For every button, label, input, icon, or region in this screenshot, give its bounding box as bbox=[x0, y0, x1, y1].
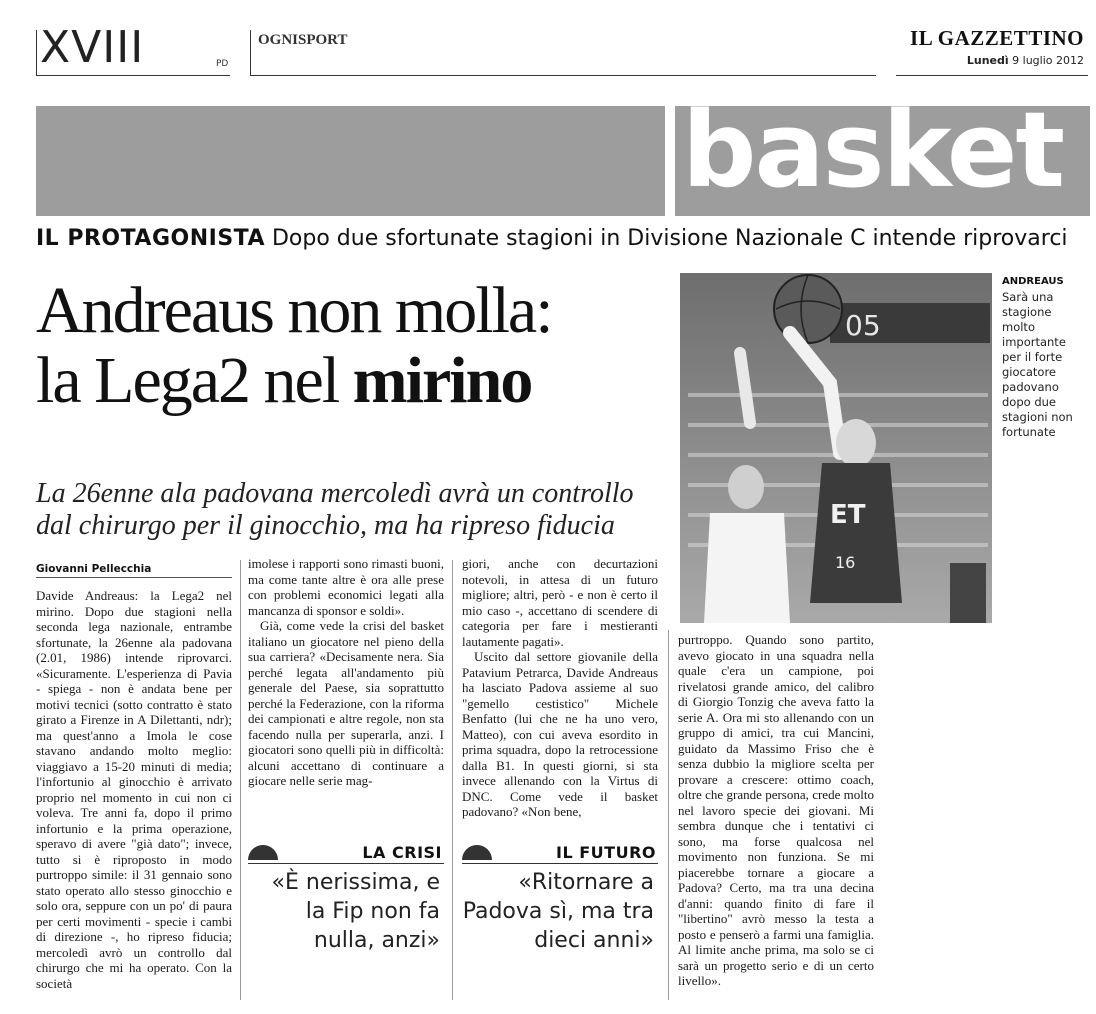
header-underline bbox=[896, 75, 1088, 76]
section-band-word: basket bbox=[682, 89, 1064, 211]
headline-line-2-start: la Lega2 nel bbox=[36, 344, 353, 417]
issue-date-rest: 9 luglio 2012 bbox=[1012, 54, 1084, 67]
article-column-1 bbox=[36, 588, 232, 991]
pull-quote-header bbox=[248, 845, 444, 864]
pull-quote-label: IL FUTURO bbox=[556, 843, 656, 862]
kicker bbox=[36, 226, 1068, 251]
header-underline bbox=[250, 75, 876, 76]
issue-date bbox=[890, 54, 1084, 67]
article-column-2 bbox=[248, 556, 444, 789]
paragraph: purtroppo. Quando sono partito, avevo giocato in una squadra nella quale c'era un campione, poi rivelatosi grande amico, del calibro di Giorgio Tonzig che aveva fatto la serie A. Ora mi sto allenando con un gruppo di amici, tra cui Mancini, guidato da Massimo Friso che è senza dubbio la migliore scelta per provare a crescere: ottimo coach, oltre che grande persona, crede molto nel lavoro specie dei giovani. Mi sembra dunque che i tentativi ci sono, ma forse qualcosa nel movimento non funziona. Se mi piacerebbe tornare a giocare a Padova? Certo, ma tra una decina d'anni: quando finito di fare il "libertino" avrò messo la testa a posto e penserò a farmi una famiglia. Al limite anche prima, ma solo se ci sarà un progetto serio e di un certo livello». bbox=[678, 632, 874, 988]
headline-line-1: Andreaus non molla: bbox=[36, 274, 552, 347]
header-underline bbox=[36, 75, 230, 76]
column-divider bbox=[452, 560, 453, 1000]
section-name: OGNISPORT bbox=[258, 32, 348, 48]
article-photo bbox=[680, 273, 992, 623]
paragraph: Davide Andreaus: la Lega2 nel mirino. Dopo due stagioni nella seconda lega nazionale, entrambe sfortunate, la 26enne ala padovana (2.01, 1986) intende riprovarci. «Sicuramente. L'esperienza di Pavia - spiega - non è andata bene per motivi tecnici (sotto contratto è stato girato a Firenze in A Dilettanti, ndr); ma quest'anno a Imola le cose stavano andando molto meglio: viaggiavo a 15-20 minuti di media; l'infortunio al ginocchio è arrivato proprio nel momento in cui non ci voleva. Tre anni fa, dopo il primo infortunio e la prima operazione, speravo di avere "già dato"; invece, tutto si è riproposto in modo purtroppo simile: il 31 gennaio sono stato operato allo stesso ginocchio e solo ora, seppure con un po' di paura per certi movimenti - specie i cambi di direzione -, ho ripreso fiducia; mercoledì avrò un controllo dal chirurgo che mi ha operato. Con la società bbox=[36, 588, 232, 991]
byline: Giovanni Pellecchia bbox=[36, 563, 232, 578]
header-rule-mid bbox=[250, 30, 251, 76]
paragraph: Uscito dal settore giovanile della Patavium Petrarca, Davide Andreaus ha lasciato Padova assieme al suo "gemello cestistico" Michele Benfatto (lui che ne ha uno vero, Matteo), con cui aveva esordito in prima squadra, dopo la retrocessione dalla B1. In questi giorni, si sta invece allenando con la Virtus di DNC. Come vede il basket padovano? «Non bene, bbox=[462, 649, 658, 819]
pull-quote-text: «Ritornare a Padova sì, ma tra dieci anni» bbox=[462, 870, 654, 953]
issue-day: Lunedì bbox=[966, 54, 1009, 67]
column-divider bbox=[240, 560, 241, 1000]
section-band-gap bbox=[665, 106, 675, 216]
photo-caption-text: Sarà una stagione molto importante per il forte giocatore padovano dopo due stagioni non fortunate bbox=[1002, 290, 1073, 439]
header-rule-left bbox=[36, 30, 37, 76]
photo-caption-title: ANDREAUS bbox=[1002, 276, 1064, 287]
pull-quote-crisis bbox=[248, 845, 444, 955]
newspaper-name: IL GAZZETTINO bbox=[910, 26, 1084, 50]
pull-quote-header bbox=[462, 845, 658, 864]
semicircle-icon bbox=[462, 845, 492, 860]
paragraph: giori, anche con decurtazioni notevoli, in attesa di un futuro migliore; altri, però - e non è certo il mio caso -, accettano di scendere di categoria per fare i mestieranti lautamente pagati». bbox=[462, 556, 658, 649]
headline-highlight: mirino bbox=[352, 344, 532, 417]
jersey-number: 16 bbox=[835, 553, 856, 572]
jersey-text: ET bbox=[830, 500, 866, 530]
paragraph: imolese i rapporti sono rimasti buoni, ma come tante altre è ora alle prese con problemi economici legati alla mancanza di sponsor e soldi». bbox=[248, 556, 444, 618]
article-column-4 bbox=[678, 632, 874, 989]
kicker-label: IL PROTAGONISTA bbox=[36, 226, 265, 251]
basketball-player-illustration bbox=[680, 273, 992, 623]
column-divider bbox=[668, 630, 669, 1000]
scoreboard-text: 05 bbox=[845, 309, 881, 342]
pull-quote-text: «È nerissima, e la Fip non fa nulla, anzi» bbox=[271, 870, 440, 953]
article-column-3 bbox=[462, 556, 658, 820]
paragraph: Già, come vede la crisi del basket italiano un giocatore nel pieno della sua carriera? «Decisamente nera. Sia perché legata all'andamento più generale del Paese, sia soprattutto perché la Federazione, con la riforma dei campionati e altre regole, non sta facendo nulla per superarla, anzi. I giocatori sono quelli più in difficoltà: alcuni accettano di continuare a giocare nelle serie mag- bbox=[248, 618, 444, 788]
subheadline: La 26enne ala padovana mercoledì avrà un controllo dal chirurgo per il ginocchio, ma ha ripreso fiducia bbox=[36, 478, 634, 541]
semicircle-icon bbox=[248, 845, 278, 860]
edition-label: PD bbox=[216, 59, 229, 69]
headline-line-2 bbox=[36, 346, 676, 416]
kicker-text: Dopo due sfortunate stagioni in Divisione Nazionale C intende riprovarci bbox=[271, 226, 1068, 251]
headline bbox=[36, 276, 676, 416]
page-number: XVIII bbox=[40, 22, 145, 73]
pull-quote-future bbox=[462, 845, 658, 955]
pull-quote-label: LA CRISI bbox=[362, 843, 442, 862]
